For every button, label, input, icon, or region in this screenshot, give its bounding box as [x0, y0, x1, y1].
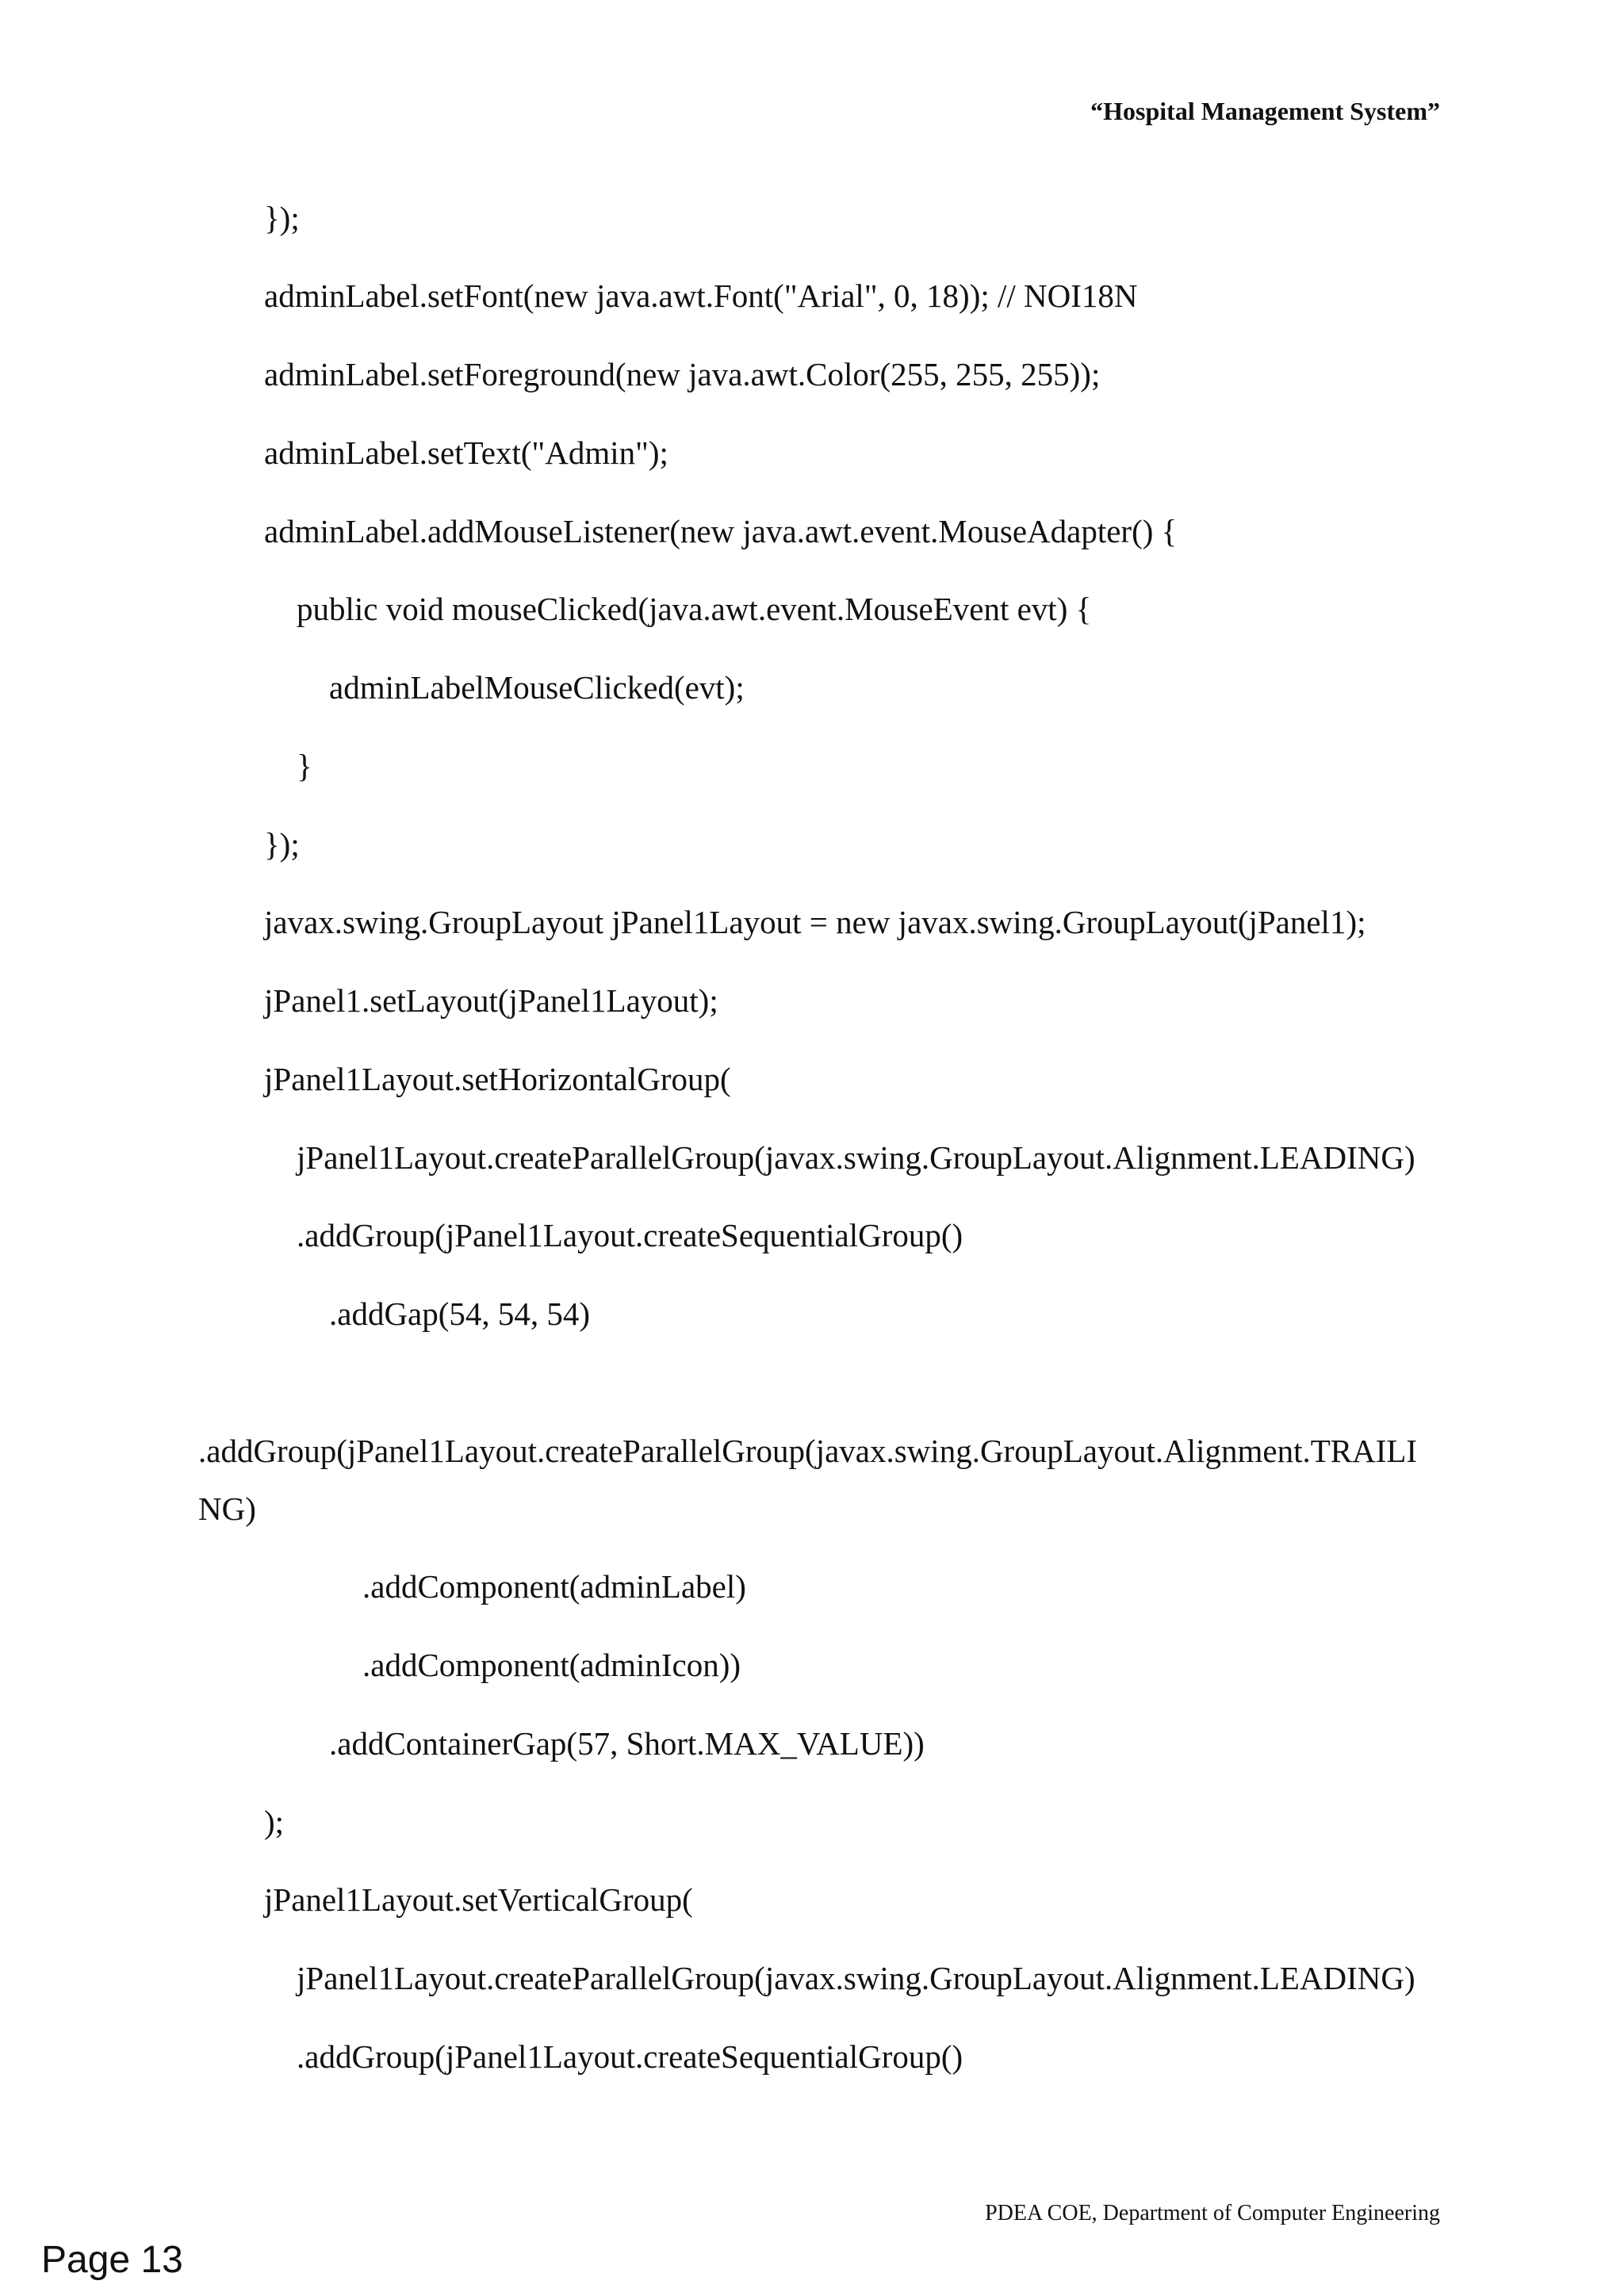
code-line: ); — [264, 1804, 285, 1840]
code-line: adminLabel.setFont(new java.awt.Font("Arial", 0, 18)); // NOI18N — [264, 277, 1138, 314]
document-header-title: “Hospital Management System” — [1090, 97, 1440, 125]
code-line: jPanel1Layout.setVerticalGroup( — [264, 1881, 693, 1918]
page-number: Page 13 — [41, 2239, 183, 2281]
code-line: .addGroup(jPanel1Layout.createParallelGroup(javax.swing.GroupLayout.Alignment.TRAILI — [198, 1433, 1418, 1469]
code-line: adminLabel.setText("Admin"); — [264, 434, 668, 471]
code-line: } — [297, 748, 312, 784]
code-line: javax.swing.GroupLayout jPanel1Layout = new javax.swing.GroupLayout(jPanel1); — [264, 904, 1366, 940]
code-line: adminLabelMouseClicked(evt); — [329, 669, 745, 706]
code-line: jPanel1Layout.setHorizontalGroup( — [264, 1061, 731, 1097]
code-line: .addGroup(jPanel1Layout.createSequentialGroup() — [297, 1217, 963, 1253]
code-line: public void mouseClicked(java.awt.event.MouseEvent evt) { — [297, 591, 1092, 627]
code-line: .addContainerGap(57, Short.MAX_VALUE)) — [329, 1725, 925, 1762]
code-line: }); — [264, 200, 300, 236]
code-line: jPanel1Layout.createParallelGroup(javax.swing.GroupLayout.Alignment.LEADING) — [297, 1960, 1415, 1996]
code-line: .addComponent(adminLabel) — [362, 1568, 746, 1605]
code-line: jPanel1Layout.createParallelGroup(javax.swing.GroupLayout.Alignment.LEADING) — [297, 1139, 1415, 1176]
code-line: adminLabel.setForeground(new java.awt.Color(255, 255, 255)); — [264, 356, 1101, 392]
code-line: .addGroup(jPanel1Layout.createSequentialGroup() — [297, 2038, 963, 2075]
code-line: }); — [264, 826, 300, 863]
code-line: adminLabel.addMouseListener(new java.awt.event.MouseAdapter() { — [264, 513, 1178, 549]
footer-department: PDEA COE, Department of Computer Engineering — [985, 2201, 1440, 2225]
code-line: .addGap(54, 54, 54) — [329, 1295, 591, 1332]
code-line: NG) — [198, 1490, 256, 1527]
code-line: .addComponent(adminIcon)) — [362, 1647, 741, 1683]
code-line: jPanel1.setLayout(jPanel1Layout); — [264, 982, 718, 1019]
